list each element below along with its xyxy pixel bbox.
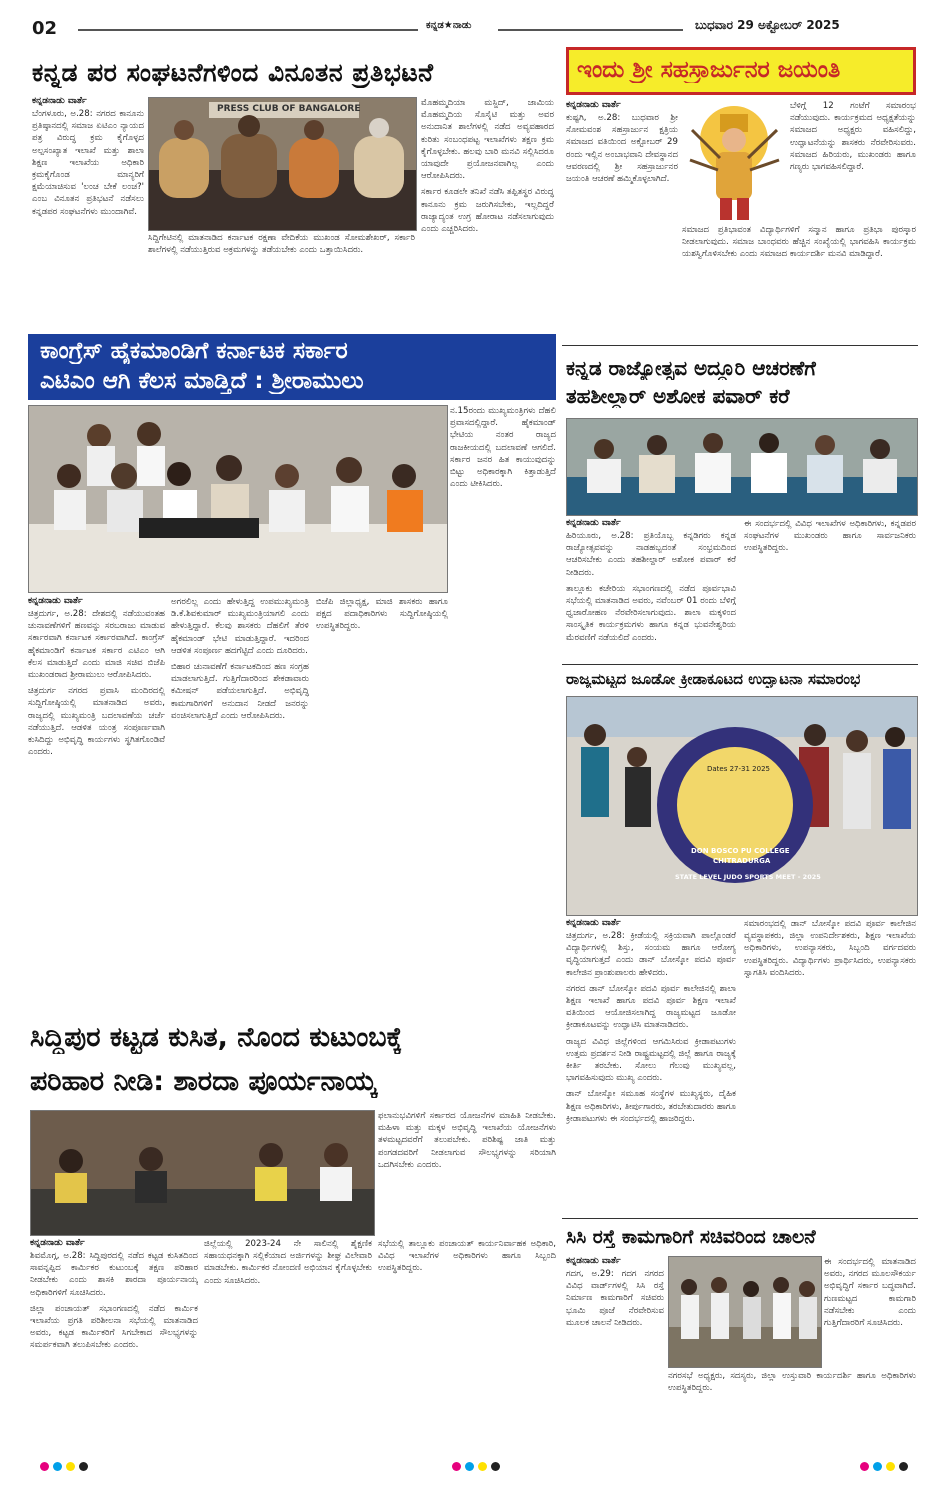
- black-dot: [79, 1462, 88, 1471]
- article3-banner: [28, 334, 556, 400]
- article1-photo: [148, 97, 417, 231]
- page-number: 02: [32, 18, 58, 39]
- article7-photo: [668, 1256, 822, 1368]
- article6-paragraph: ಫಲಾನುಭವಿಗಳಿಗೆ ಸರ್ಕಾರದ ಯೋಜನೆಗಳ ಮಾಹಿತಿ ನೀಡಬೇಕು. ಮಹಿಳಾ ಮತ್ತು ಮಕ್ಕಳ ಅಭಿವೃದ್ಧಿ ಇಲಾಖೆಯ ಯೋಜನೆಗಳು ತಳಮಟ್ಟದವರೆಗೆ ತಲುಪಬೇಕು. ಪರಿಶಿಷ್ಟ ಜಾತಿ ಮತ್ತು ಪಂಗಡದವರಿಗೆ ನೀಡಲಾಗುವ ಸೌಲಭ್ಯಗಳನ್ನು ಸರಿಯಾಗಿ ಒದಗಿಸಬೇಕು ಎಂದರು.: [378, 1111, 556, 1170]
- section-divider: [562, 1218, 918, 1219]
- article4-headline-line1: ಕನ್ನಡ ರಾಜ್ಯೋತ್ಸವ ಅದ್ದೂರಿ ಆಚರಣೆಗೆ: [566, 356, 816, 380]
- article5-col2: [744, 918, 916, 1212]
- article3-headline-line1: ಕಾಂಗ್ರೆಸ್ ಹೈಕಮಾಂಡಿಗೆ ಕರ್ನಾಟಕ ಸರ್ಕಾರ: [40, 338, 348, 364]
- article5-byline: ಕನ್ನಡನಾಡು ವಾರ್ತೆ: [566, 918, 621, 928]
- press-conference-photo: [29, 406, 447, 592]
- article4-paragraph: ಈ ಸಂದರ್ಭದಲ್ಲಿ ವಿವಿಧ ಇಲಾಖೆಗಳ ಅಧಿಕಾರಿಗಳು, ಕನ್ನಡಪರ ಸಂಘಟನೆಗಳ ಮುಖಂಡರು ಹಾಗೂ ಸಾರ್ವಜನಿಕರು ಉಪಸ್ಥಿತರಿದ್ದರು.: [744, 519, 916, 554]
- article3-photo: [28, 405, 448, 593]
- paper-name: ಕನ್ನಡ★ನಾಡು: [426, 20, 472, 31]
- yellow-dot: [66, 1462, 75, 1471]
- photo-banner-text: PRESS CLUB OF BANGALORE: [217, 104, 361, 114]
- section-divider: [562, 664, 918, 665]
- article6-paragraph: ಜಿಲ್ಲಾ ಪಂಚಾಯತ್ ಸಭಾಂಗಣದಲ್ಲಿ ನಡೆದ ಕಾರ್ಮಿಕ ಇಲಾಖೆಯ ಪ್ರಗತಿ ಪರಿಶೀಲನಾ ಸಭೆಯಲ್ಲಿ ಮಾತನಾಡಿದ ಅವರು, ಕಟ್ಟಡ ಕಾರ್ಮಿಕರಿಗೆ ಸಿಗಬೇಕಾದ ಸೌಲಭ್ಯಗಳನ್ನು ಸಮರ್ಪಕವಾಗಿ ತಲುಪಿಸಬೇಕು ಎಂದರು.: [30, 1303, 198, 1351]
- article6-col2: [204, 1238, 372, 1448]
- article6-col1: [30, 1238, 198, 1448]
- article6-headline-line1: ಸಿದ್ದಿಪುರ ಕಟ್ಟಡ ಕುಸಿತ, ನೊಂದ ಕುಟುಂಬಕ್ಕೆ: [30, 1022, 403, 1053]
- meeting-photo: [31, 1111, 374, 1235]
- article4-paragraph: ತಾಲ್ಲೂಕು ಕಚೇರಿಯ ಸಭಾಂಗಣದಲ್ಲಿ ನಡೆದ ಪೂರ್ವಭಾವಿ ಸಭೆಯಲ್ಲಿ ಮಾತನಾಡಿದ ಅವರು, ನವೆಂಬರ್ 01 ರಂದು ಬೆಳಿಗ್ಗೆ ಧ್ವಜಾರೋಹಣ ನೆರವೇರಿಸಲಾಗುವುದು. ಶಾಲಾ ಮಕ್ಕಳಿಂದ ಸಾಂಸ್ಕೃತಿಕ ಕಾರ್ಯಕ್ರಮಗಳು ಹಾಗೂ ಕನ್ನಡ ಭುವನೇಶ್ವರಿಯ ಮೆರವಣಿಗೆ ನಡೆಯಲಿದೆ ಎಂದರು.: [566, 583, 736, 643]
- masthead: [0, 0, 945, 42]
- article1-col-mid: [148, 232, 415, 332]
- article3-headline-line2: ಎಟಿಎಂ ಆಗಿ ಕೆಲಸ ಮಾಡ್ತಿದೆ : ಶ್ರೀರಾಮುಲು: [40, 368, 364, 394]
- article4-byline: ಕನ್ನಡನಾಡು ವಾರ್ತೆ: [566, 518, 621, 528]
- article5-paragraph: ರಾಜ್ಯದ ವಿವಿಧ ಜಿಲ್ಲೆಗಳಿಂದ ಆಗಮಿಸಿರುವ ಕ್ರೀಡಾಪಟುಗಳು ಉತ್ತಮ ಪ್ರದರ್ಶನ ನೀಡಿ ರಾಷ್ಟ್ರಮಟ್ಟದಲ್ಲಿ ಜಿಲ್ಲೆ ಹಾಗೂ ರಾಜ್ಯಕ್ಕೆ ಕೀರ್ತಿ ತರಬೇಕು. ಸೋಲು ಗೆಲುವು ಮುಖ್ಯವಲ್ಲ, ಭಾಗವಹಿಸುವುದು ಮುಖ್ಯ ಎಂದರು.: [566, 1036, 736, 1084]
- cyan-dot: [465, 1462, 474, 1471]
- article6-col3: [378, 1238, 556, 1448]
- article5-paragraph: ನಗರದ ಡಾನ್ ಬೋಸ್ಕೋ ಪದವಿ ಪೂರ್ವ ಕಾಲೇಜಿನಲ್ಲಿ ಶಾಲಾ ಶಿಕ್ಷಣ ಇಲಾಖೆ ಹಾಗೂ ಪದವಿ ಪೂರ್ವ ಶಿಕ್ಷಣ ಇಲಾಖೆ ವತಿಯಿಂದ ಆಯೋಜಿಸಲಾಗಿದ್ದ ರಾಜ್ಯಮಟ್ಟದ ಜೂಡೋ ಕ್ರೀಡಾಕೂಟವನ್ನು ಉದ್ಘಾಟಿಸಿ ಮಾತನಾಡಿದರು.: [566, 983, 736, 1031]
- article2-banner: [566, 47, 916, 95]
- article6-col-right-top: [378, 1110, 556, 1234]
- judo-event-photo: [567, 697, 917, 915]
- article4-col2: [744, 518, 916, 658]
- article1-paragraph: ಬೆಂಗಳೂರು, ಅ.28: ನಗರದ ಕಾನೂನು ಪ್ರತಿಷ್ಠಾನದಲ್ಲಿ ಸಮಾಜ ಏಟಿಎಂ ನ್ಯಾಯದ ಪತ್ರ ವಿರುದ್ಧ ಕ್ರಮ ಕೈಗೊಳ್ಳದ ಅಲ್ಪಸಂಖ್ಯಾತ ಇಲಾಖೆ ಮತ್ತು ಶಾಲಾ ಶಿಕ್ಷಣ ಇಲಾಖೆಯ ಅಧಿಕಾರಿ ಕ್ರಮಕೈಗೊಂಡ ಮಾನ್ಯರಿಗೆ ಕ್ಷಮೆಯಾಚಿಸುವ 'ಲಂಚ ಬೇಕೆ ಲಂಚ?' ಎಂಬ ವಿನೂತನ ಪ್ರತಿಭಟನೆ ನಡೆಸಲು ಕನ್ನಡಪರ ಸಂಘಟನೆಗಳು ಮುಂದಾಗಿವೆ.: [32, 109, 144, 217]
- magenta-dot: [860, 1462, 869, 1471]
- banner-event: STATE LEVEL JUDO SPORTS MEET - 2025: [675, 873, 821, 881]
- article3-paragraph: ಚಿತ್ರದುರ್ಗ ನಗರದ ಪ್ರವಾಸಿ ಮಂದಿರದಲ್ಲಿ ಸುದ್ದಿಗೋಷ್ಠಿಯಲ್ಲಿ ಮಾತನಾಡಿದ ಅವರು, ರಾಜ್ಯದಲ್ಲಿ ಮುಖ್ಯಮಂತ್ರಿ ಬದಲಾವಣೆಯ ಚರ್ಚೆ ನಡೆಯುತ್ತಿದೆ. ಆಡಳಿತ ಯಂತ್ರ ಸಂಪೂರ್ಣವಾಗಿ ಕುಸಿದಿದ್ದು ಅಭಿವೃದ್ಧಿ ಕಾರ್ಯಗಳು ಸ್ಥಗಿತಗೊಂಡಿವೆ ಎಂದರು.: [28, 686, 165, 758]
- article2-col-bottom: [682, 224, 916, 339]
- footer-color-dots-left: [40, 1462, 88, 1471]
- magenta-dot: [40, 1462, 49, 1471]
- article5-headline: ರಾಜ್ಯಮಟ್ಟದ ಜೂಡೋ ಕ್ರೀಡಾಕೂಟದ ಉದ್ಘಾಟನಾ ಸಮಾರಂಭ: [566, 670, 861, 688]
- article3-paragraph: ಅಗರಲಿಲ್ಲ ಎಂದು ಹೇಳುತ್ತಿದ್ದ ಉಪಮುಖ್ಯಮಂತ್ರಿ ಡಿ.ಕೆ.ಶಿವಕುಮಾರ್ ಮುಖ್ಯಮಂತ್ರಿಯಾಗಲಿ ಎಂದು ಹೇಳುತ್ತಿದ್ದಾರೆ. ಕೆಲವು ಶಾಸಕರು ದೆಹಲಿಗೆ ತೆರಳಿ ಹೈಕಮಾಂಡ್ ಭೇಟಿ ಮಾಡುತ್ತಿದ್ದಾರೆ. ಇದರಿಂದ ಆಡಳಿತ ಸಂಪೂರ್ಣ ಹದಗೆಟ್ಟಿದೆ ಎಂದು ದೂರಿದರು.: [171, 597, 309, 656]
- article3-col-right-top: [450, 405, 556, 591]
- banner-city: CHITRADURGA: [713, 857, 771, 865]
- road-work-photo: [669, 1257, 821, 1367]
- banner-date: Dates 27-31 2025: [707, 765, 770, 773]
- banner-college: DON BOSCO PU COLLEGE: [691, 847, 790, 855]
- article4-col1: [566, 518, 736, 658]
- article7-paragraph: ಗದಗ, ಅ.29: ಗದಗ ನಗರದ ವಿವಿಧ ವಾರ್ಡ್‌ಗಳಲ್ಲಿ ಸಿಸಿ ರಸ್ತೆ ನಿರ್ಮಾಣ ಕಾಮಗಾರಿಗೆ ಸಚಿವರು ಭೂಮಿ ಪೂಜೆ ನೆರವೇರಿಸುವ ಮೂಲಕ ಚಾಲನೆ ನೀಡಿದರು.: [566, 1269, 664, 1328]
- yellow-dot: [886, 1462, 895, 1471]
- article2-paragraph: ಸಮಾಜದ ಪ್ರತಿಭಾವಂತ ವಿದ್ಯಾರ್ಥಿಗಳಿಗೆ ಸನ್ಮಾನ ಹಾಗೂ ಪ್ರತಿಭಾ ಪುರಸ್ಕಾರ ನೀಡಲಾಗುವುದು. ಸಮಾಜ ಬಾಂಧವರು ಹೆಚ್ಚಿನ ಸಂಖ್ಯೆಯಲ್ಲಿ ಭಾಗವಹಿಸಿ ಕಾರ್ಯಕ್ರಮ ಯಶಸ್ವಿಗೊಳಿಸಬೇಕು ಎಂದು ಸಮಾಜದ ಕಾರ್ಯದರ್ಶಿ ಮನವಿ ಮಾಡಿದ್ದಾರೆ.: [682, 225, 916, 260]
- article1-paragraph: ಸಿದ್ದಿಗೇಟಿನಲ್ಲಿ ಮಾತನಾಡಿದ ಕರ್ನಾಟಕ ರಕ್ಷಣಾ ವೇದಿಕೆಯ ಮುಖಂಡ ಸೋಮಶೇಖರ್, ಸರ್ಕಾರಿ ಶಾಲೆಗಳಲ್ಲಿ ನಡೆಯುತ್ತಿರುವ ಅಕ್ರಮಗಳನ್ನು ತಡೆಯಬೇಕು ಎಂದು ಒತ್ತಾಯಿಸಿದರು.: [148, 233, 415, 256]
- tahsildar-meeting-photo: [567, 419, 917, 515]
- article3-paragraph: ನ.15ರಂದು ಮುಖ್ಯಮಂತ್ರಿಗಳು ದೆಹಲಿ ಪ್ರವಾಸದಲ್ಲಿದ್ದಾರೆ. ಹೈಕಮಾಂಡ್ ಭೇಟಿಯ ನಂತರ ರಾಜ್ಯದ ರಾಜಕೀಯದಲ್ಲಿ ಬದಲಾವಣೆ ಆಗಲಿದೆ. ಸರ್ಕಾರ ಜನರ ಹಿತ ಕಾಯುವುದನ್ನು ಬಿಟ್ಟು ಅಧಿಕಾರಕ್ಕಾಗಿ ಕಿತ್ತಾಡುತ್ತಿದೆ ಎಂದು ಟೀಕಿಸಿದರು.: [450, 406, 556, 490]
- article4-paragraph: ಹಿರಿಯೂರು, ಅ.28: ಪ್ರತಿಯೊಬ್ಬ ಕನ್ನಡಿಗರು ಕನ್ನಡ ರಾಜ್ಯೋತ್ಸವವನ್ನು ನಾಡಹಬ್ಬದಂತೆ ಸಂಭ್ರಮದಿಂದ ಆಚರಿಸಬೇಕು ಎಂದು ತಹಶೀಲ್ದಾರ್ ಅಶೋಕ ಪವಾರ್ ಕರೆ ನೀಡಿದರು.: [566, 531, 736, 578]
- article3-col3: [316, 596, 448, 1014]
- date-label: ಬುಧವಾರ 29 ಅಕ್ಟೋಬರ್ 2025: [695, 18, 840, 32]
- article6-paragraph: ಶಿವಮೊಗ್ಗ, ಅ.28: ಸಿದ್ದಿಪುರದಲ್ಲಿ ನಡೆದ ಕಟ್ಟಡ ಕುಸಿತದಿಂದ ಸಾವನ್ನಪ್ಪಿದ ಕಾರ್ಮಿಕರ ಕುಟುಂಬಕ್ಕೆ ತಕ್ಷಣ ಪರಿಹಾರ ನೀಡಬೇಕು ಎಂದು ಶಾಸಕಿ ಶಾರದಾ ಪೂರ್ಯನಾಯ್ಕ ಅಧಿಕಾರಿಗಳಿಗೆ ಸೂಚಿಸಿದರು.: [30, 1251, 198, 1298]
- article6-photo: [30, 1110, 375, 1236]
- footer-color-dots-right: [860, 1462, 908, 1471]
- article3-paragraph: ಚಿತ್ರದುರ್ಗ, ಅ.28: ದೇಶದಲ್ಲಿ ನಡೆಯುವಂತಹ ಚುನಾವಣೆಗಳಿಗೆ ಹಣವನ್ನು ಸರಬರಾಜು ಮಾಡುವ ಸರ್ಕಾರವಾಗಿ ಕರ್ನಾಟಕ ಸರ್ಕಾರವಾಗಿದೆ. ಕಾಂಗ್ರೆಸ್ ಹೈಕಮಾಂಡಿಗೆ ಕರ್ನಾಟಕ ಸರ್ಕಾರ ಎಟಿಎಂ ಆಗಿ ಕೆಲಸ ಮಾಡುತ್ತಿದೆ ಎಂದು ಮಾಜಿ ಸಚಿವ ಬಿಜೆಪಿ ಮುಖಂಡರಾದ ಶ್ರೀರಾಮುಲು ಆರೋಪಿಸಿದರು.: [28, 609, 165, 681]
- article3-col2: [171, 596, 309, 1014]
- article3-byline: ಕನ್ನಡನಾಡು ವಾರ್ತೆ: [28, 596, 83, 606]
- magenta-dot: [452, 1462, 461, 1471]
- article6-paragraph: ಸಭೆಯಲ್ಲಿ ತಾಲ್ಲೂಕು ಪಂಚಾಯತ್ ಕಾರ್ಯನಿರ್ವಾಹಕ ಅಧಿಕಾರಿ, ವಿವಿಧ ಇಲಾಖೆಗಳ ಅಧಿಕಾರಿಗಳು ಹಾಗೂ ಸಿಬ್ಬಂದಿ ಉಪಸ್ಥಿತರಿದ್ದರು.: [378, 1239, 556, 1274]
- article7-byline: ಕನ್ನಡನಾಡು ವಾರ್ತೆ: [566, 1256, 621, 1266]
- article1-col-right: [421, 97, 554, 332]
- black-dot: [899, 1462, 908, 1471]
- article3-paragraph: ಬಿಹಾರ ಚುನಾವಣೆಗೆ ಕರ್ನಾಟಕದಿಂದ ಹಣ ಸಂಗ್ರಹ ಮಾಡಲಾಗುತ್ತಿದೆ. ಗುತ್ತಿಗೆದಾರರಿಂದ ಶೇಕಡಾವಾರು ಕಮೀಷನ್ ಪಡೆಯಲಾಗುತ್ತಿದೆ. ಅಭಿವೃದ್ಧಿ ಕಾಮಗಾರಿಗಳಿಗೆ ಅನುದಾನ ನೀಡದೆ ಜನರನ್ನು ವಂಚಿಸಲಾಗುತ್ತಿದೆ ಎಂದು ಆರೋಪಿಸಿದರು.: [171, 662, 309, 721]
- article6-headline-line2: ಪರಿಹಾರ ನೀಡಿ: ಶಾರದಾ ಪೂರ್ಯನಾಯ್ಕ: [30, 1066, 377, 1097]
- article5-col1: [566, 918, 736, 1212]
- article6-paragraph: ಜಿಲ್ಲೆಯಲ್ಲಿ 2023-24 ನೇ ಸಾಲಿನಲ್ಲಿ ಶೈಕ್ಷಣಿಕ ಸಹಾಯಧನಕ್ಕಾಗಿ ಸಲ್ಲಿಕೆಯಾದ ಅರ್ಜಿಗಳನ್ನು ಶೀಘ್ರ ವಿಲೇವಾರಿ ಮಾಡಬೇಕು. ಕಾರ್ಮಿಕರ ನೋಂದಣಿ ಅಭಿಯಾನ ಕೈಗೊಳ್ಳಬೇಕು ಎಂದು ಸೂಚಿಸಿದರು.: [204, 1239, 372, 1286]
- article1-paragraph: ಮೊಹಮ್ಮದಿಯಾ ಮಸ್ಜಿದ್, ಜಾಮಿಯ ಮೊಹಮ್ಮದಿಯ ಸೊಸೈಟಿ ಮತ್ತು ಅವರ ಅನುದಾನಿತ ಶಾಲೆಗಳಲ್ಲಿ ನಡೆದ ಅವ್ಯವಹಾರದ ಕುರಿತು ಸಂಬಂಧಪಟ್ಟ ಇಲಾಖೆಗಳು ತಕ್ಷಣ ಕ್ರಮ ಕೈಗೊಳ್ಳಬೇಕು. ಹಲವು ಬಾರಿ ಮನವಿ ಸಲ್ಲಿಸಿದರೂ ಯಾವುದೇ ಪ್ರಯೋಜನವಾಗಿಲ್ಲ ಎಂದು ಆರೋಪಿಸಿದರು.: [421, 98, 554, 182]
- sahasrarjuna-illustration: [682, 100, 787, 222]
- article7-headline: ಸಿಸಿ ರಸ್ತೆ ಕಾಮಗಾರಿಗೆ ಸಚಿವರಿಂದ ಚಾಲನೆ: [566, 1226, 816, 1248]
- article1-col-left: [32, 96, 144, 332]
- article2-col-left: [566, 100, 678, 308]
- cyan-dot: [53, 1462, 62, 1471]
- masthead-right-rule: [498, 29, 683, 31]
- article5-photo: [566, 696, 918, 916]
- article4-photo: [566, 418, 918, 516]
- article1-paragraph: ಸರ್ಕಾರ ಕೂಡಲೇ ತನಿಖೆ ನಡೆಸಿ ತಪ್ಪಿತಸ್ಥರ ವಿರುದ್ಧ ಕಾನೂನು ಕ್ರಮ ಜರುಗಿಸಬೇಕು, ಇಲ್ಲದಿದ್ದರೆ ರಾಜ್ಯಾದ್ಯಂತ ಉಗ್ರ ಹೋರಾಟ ನಡೆಸಲಾಗುವುದು ಎಂದು ಎಚ್ಚರಿಸಿದರು.: [421, 187, 554, 235]
- black-dot: [491, 1462, 500, 1471]
- masthead-left-rule: [78, 29, 418, 31]
- article7-col-right: [824, 1256, 916, 1366]
- article2-byline: ಕನ್ನಡನಾಡು ವಾರ್ತೆ: [566, 100, 621, 110]
- article7-paragraph: ಈ ಸಂದರ್ಭದಲ್ಲಿ ಮಾತನಾಡಿದ ಅವರು, ನಗರದ ಮೂಲಸೌಕರ್ಯ ಅಭಿವೃದ್ಧಿಗೆ ಸರ್ಕಾರ ಬದ್ಧವಾಗಿದೆ. ಗುಣಮಟ್ಟದ ಕಾಮಗಾರಿ ನಡೆಸಬೇಕು ಎಂದು ಗುತ್ತಿಗೆದಾರರಿಗೆ ಸೂಚಿಸಿದರು.: [824, 1257, 916, 1329]
- article4-headline-line2: ತಹಶೀಲ್ದಾರ್ ಅಶೋಕ ಪವಾರ್ ಕರೆ: [566, 384, 790, 408]
- article6-byline: ಕನ್ನಡನಾಡು ವಾರ್ತೆ: [30, 1238, 85, 1248]
- article3-col1: [28, 596, 165, 1014]
- article7-col-bottom: [668, 1370, 916, 1446]
- footer-color-dots-center: [452, 1462, 500, 1471]
- article2-headline: ಇಂದು ಶ್ರೀ ಸಹಸ್ರಾರ್ಜುನರ ಜಯಂತಿ: [577, 57, 841, 83]
- article7-paragraph: ನಗರಸಭೆ ಅಧ್ಯಕ್ಷರು, ಸದಸ್ಯರು, ಜಿಲ್ಲಾ ಉಸ್ತುವಾರಿ ಕಾರ್ಯದರ್ಶಿ ಹಾಗೂ ಅಧಿಕಾರಿಗಳು ಉಪಸ್ಥಿತರಿದ್ದರು.: [668, 1371, 916, 1394]
- article1-byline: ಕನ್ನಡನಾಡು ವಾರ್ತೆ: [32, 96, 87, 106]
- article5-paragraph: ಡಾನ್ ಬೋಸ್ಕೋ ಸಮೂಹ ಸಂಸ್ಥೆಗಳ ಮುಖ್ಯಸ್ಥರು, ದೈಹಿಕ ಶಿಕ್ಷಣ ಅಧಿಕಾರಿಗಳು, ತೀರ್ಪುಗಾರರು, ತರಬೇತುದಾರರು ಹಾಗೂ ಕ್ರೀಡಾಪಟುಗಳು ಈ ಸಂದರ್ಭದಲ್ಲಿ ಹಾಜರಿದ್ದರು.: [566, 1089, 736, 1124]
- article3-paragraph: ಬಿಜೆಪಿ ಜಿಲ್ಲಾಧ್ಯಕ್ಷ, ಮಾಜಿ ಶಾಸಕರು ಹಾಗೂ ಪಕ್ಷದ ಪದಾಧಿಕಾರಿಗಳು ಸುದ್ದಿಗೋಷ್ಠಿಯಲ್ಲಿ ಉಪಸ್ಥಿತರಿದ್ದರು.: [316, 597, 448, 632]
- article2-paragraph: ಕುಷ್ಟಗಿ, ಅ.28: ಬುಧವಾರ ಶ್ರೀ ಸೋಮವಂಶ ಸಹಸ್ರಾರ್ಜುನ ಕ್ಷತ್ರಿಯ ಸಮಾಜದ ವತಿಯಿಂದ ಅಕ್ಟೋಬರ್ 29 ರಂದು ಇಲ್ಲಿನ ಅಂಬಾಭವಾನಿ ದೇವಸ್ಥಾನದ ಆವರಣದಲ್ಲಿ ಶ್ರೀ ಸಹಸ್ರಾರ್ಜುನರ ಜಯಂತಿ ಆಚರಣೆ ಹಮ್ಮಿಕೊಳ್ಳಲಾಗಿದೆ.: [566, 113, 678, 185]
- article7-col-left: [566, 1256, 664, 1446]
- article1-headline: ಕನ್ನಡ ಪರ ಸಂಘಟನೆಗಳಿಂದ ವಿನೂತನ ಪ್ರತಿಭಟನೆ: [32, 58, 434, 87]
- section-divider: [562, 345, 918, 346]
- yellow-dot: [478, 1462, 487, 1471]
- cyan-dot: [873, 1462, 882, 1471]
- article2-photo: [682, 100, 787, 222]
- article5-paragraph: ಸಮಾರಂಭದಲ್ಲಿ ಡಾನ್ ಬೋಸ್ಕೋ ಪದವಿ ಪೂರ್ವ ಕಾಲೇಜಿನ ವ್ಯವಸ್ಥಾಪಕರು, ಜಿಲ್ಲಾ ಉಪನಿರ್ದೇಶಕರು, ಶಿಕ್ಷಣ ಇಲಾಖೆಯ ಅಧಿಕಾರಿಗಳು, ಉಪನ್ಯಾಸಕರು, ಸಿಬ್ಬಂದಿ ವರ್ಗದವರು ಉಪಸ್ಥಿತರಿದ್ದರು. ವಿದ್ಯಾರ್ಥಿಗಳು ಪ್ರಾರ್ಥಿಸಿದರು, ಉಪನ್ಯಾಸಕರು ಸ್ವಾಗತಿಸಿ ವಂದಿಸಿದರು.: [744, 919, 916, 978]
- article5-paragraph: ಚಿತ್ರದುರ್ಗ, ಅ.28: ಕ್ರೀಡೆಯಲ್ಲಿ ಸಕ್ರಿಯವಾಗಿ ಪಾಲ್ಗೊಂಡರೆ ವಿದ್ಯಾರ್ಥಿಗಳಲ್ಲಿ ಶಿಸ್ತು, ಸಂಯಮ ಹಾಗೂ ಆರೋಗ್ಯ ವೃದ್ಧಿಯಾಗುತ್ತದೆ ಎಂದು ಡಾನ್ ಬೋಸ್ಕೋ ಪದವಿ ಪೂರ್ವ ಕಾಲೇಜಿನ ಪ್ರಾಂಶುಪಾಲರು ಹೇಳಿದರು.: [566, 931, 736, 978]
- press-meet-photo: [149, 98, 416, 230]
- article2-paragraph: ಬೆಳಿಗ್ಗೆ 12 ಗಂಟೆಗೆ ಸಮಾರಂಭ ನಡೆಯುವುದು. ಕಾರ್ಯಕ್ರಮದ ಅಧ್ಯಕ್ಷತೆಯನ್ನು ಸಮಾಜದ ಅಧ್ಯಕ್ಷರು ವಹಿಸಲಿದ್ದು, ಉದ್ಘಾಟನೆಯನ್ನು ಶಾಸಕರು ನೆರವೇರಿಸುವರು. ಸಮಾಜದ ಹಿರಿಯರು, ಮುಖಂಡರು ಹಾಗೂ ಗಣ್ಯರು ಭಾಗವಹಿಸಲಿದ್ದಾರೆ.: [790, 101, 916, 173]
